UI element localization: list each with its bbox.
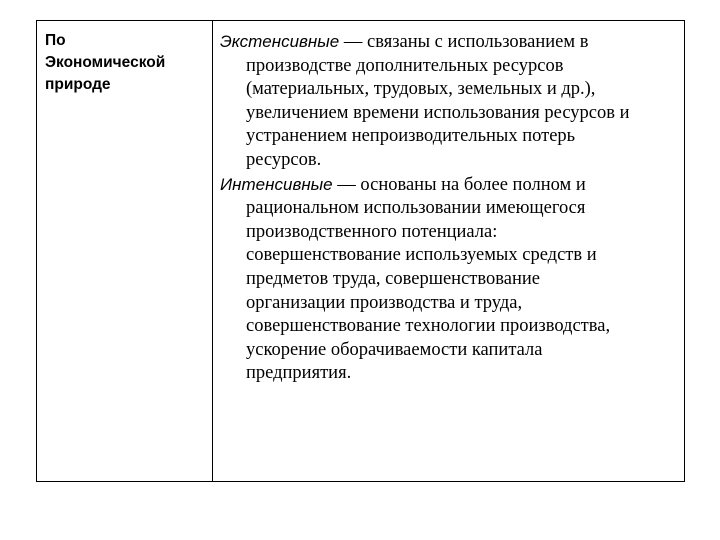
category-cell — [45, 30, 205, 96]
paragraph-line: предметов труда, совершенствование — [246, 268, 540, 289]
paragraph-line: предприятия. — [246, 363, 352, 384]
paragraph-line: организации производства и труда, — [246, 292, 523, 313]
paragraph-first-line — [220, 30, 680, 55]
paragraph-first-line — [220, 173, 680, 198]
paragraph-line: ускорение оборачиваемости капитала — [246, 339, 543, 360]
extensive-paragraph — [220, 30, 680, 173]
paragraph-line: рациональном использовании имеющегося — [246, 198, 586, 219]
paragraph-line: (материальных, трудовых, земельных и др.), — [246, 79, 596, 100]
paragraph-line: производстве дополнительных ресурсов — [246, 55, 564, 76]
intensive-paragraph — [220, 173, 680, 386]
intensive-term: Интенсивные — [220, 174, 333, 194]
paragraph-line: совершенствование используемых средств и — [246, 245, 597, 266]
paragraph-line: увеличением времени использования ресурсов и — [246, 102, 630, 123]
category-line: По — [45, 32, 66, 49]
paragraph-line: производственного потенциала: — [246, 221, 498, 242]
classification-table — [36, 20, 685, 482]
paragraph-line: устранением непроизводительных потерь — [246, 126, 576, 147]
extensive-first-line-text: — связаны с использованием в — [339, 32, 589, 52]
category-line: природе — [45, 76, 111, 93]
paragraph-line: ресурсов. — [246, 149, 322, 170]
category-line: Экономической — [45, 54, 166, 71]
paragraph-line: совершенствование технологии производства, — [246, 316, 611, 337]
intensive-first-line-text: — основаны на более полном и — [332, 174, 586, 195]
extensive-term: Экстенсивные — [220, 32, 340, 51]
description-cell — [220, 30, 680, 386]
column-divider — [212, 21, 213, 481]
